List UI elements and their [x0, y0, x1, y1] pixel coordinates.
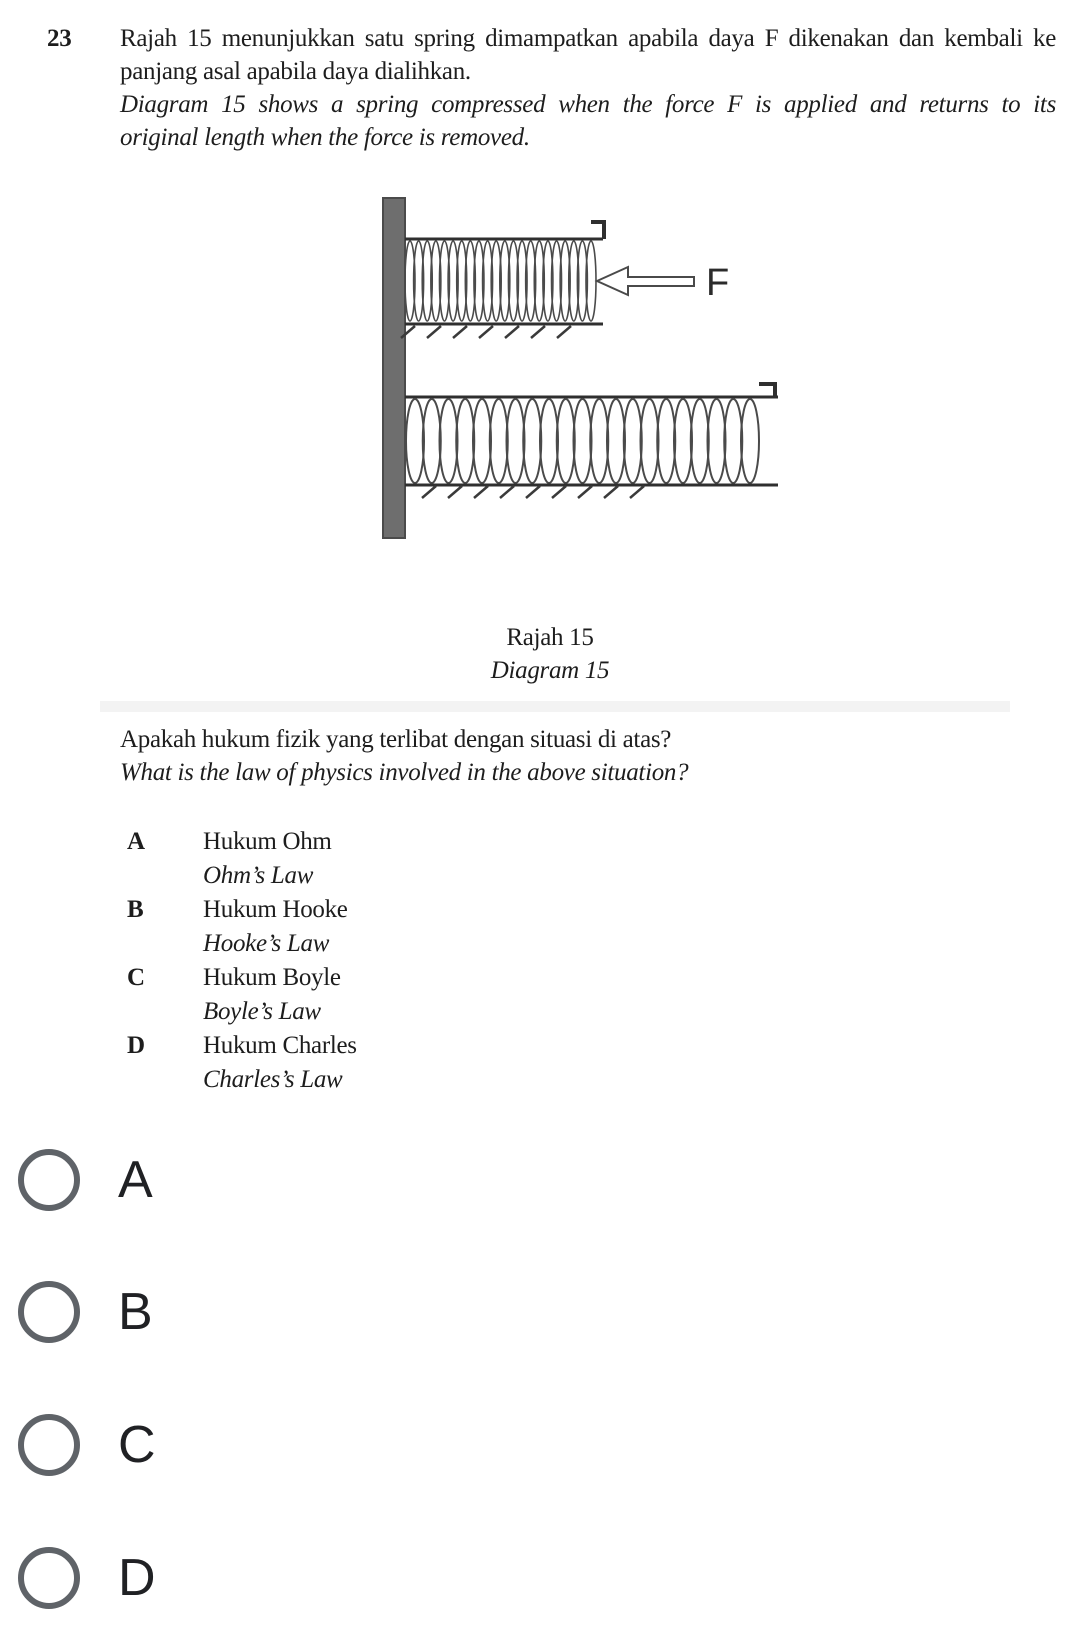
answer-option-a[interactable]	[18, 1149, 153, 1211]
radio-button-a[interactable]	[18, 1149, 80, 1211]
radio-button-d[interactable]	[18, 1547, 80, 1609]
answer-option-a-label: A	[118, 1151, 153, 1209]
printed-option-b-letter: B	[127, 896, 144, 923]
compressed-spring	[401, 222, 604, 338]
spring-diagram	[360, 180, 790, 560]
wall	[383, 198, 405, 538]
answer-option-d[interactable]	[18, 1547, 156, 1609]
diagram-caption	[120, 621, 980, 687]
printed-option-d-ms: Hukum Charles	[203, 1032, 357, 1059]
printed-option-b	[127, 893, 827, 961]
printed-option-d-letter: D	[127, 1032, 145, 1059]
question-statement-en-line2: original length when the force is removed.	[120, 124, 530, 151]
question-prompt-ms: Apakah hukum fizik yang terlibat dengan situasi di atas?	[120, 726, 672, 753]
printed-option-a-ms: Hukum Ohm	[203, 828, 332, 855]
printed-option-b-en: Hooke’s Law	[203, 930, 330, 957]
printed-option-b-ms: Hukum Hooke	[203, 896, 348, 923]
question-statement	[120, 22, 1056, 154]
radio-button-c[interactable]	[18, 1414, 80, 1476]
answer-option-b[interactable]	[18, 1281, 153, 1343]
radio-button-b[interactable]	[18, 1281, 80, 1343]
diagram-caption-en: Diagram 15	[490, 657, 610, 684]
answer-option-d-label: D	[118, 1549, 156, 1607]
printed-option-d-en: Charles’s Law	[203, 1066, 343, 1093]
printed-option-c	[127, 961, 827, 1029]
printed-option-c-en: Boyle’s Law	[203, 998, 321, 1025]
printed-option-a	[127, 825, 827, 893]
printed-option-c-ms: Hukum Boyle	[203, 964, 341, 991]
question-statement-en-line1: Diagram 15 shows a spring compressed when the force F is applied and returns to its	[120, 91, 1056, 118]
printed-option-a-letter: A	[127, 828, 145, 855]
force-arrow-icon	[597, 267, 694, 295]
answer-option-c-label: C	[118, 1416, 156, 1474]
answer-option-b-label: B	[118, 1283, 153, 1341]
question-number: 23	[47, 25, 72, 52]
printed-option-d	[127, 1029, 827, 1097]
question-prompt-en: What is the law of physics involved in the above situation?	[120, 759, 689, 786]
printed-option-c-letter: C	[127, 964, 145, 991]
question-statement-ms-line1: Rajah 15 menunjukkan satu spring dimampatkan apabila daya F dikenakan dan kembali ke	[120, 25, 1056, 52]
diagram-caption-ms: Rajah 15	[506, 624, 594, 651]
force-label: F	[706, 262, 730, 304]
printed-options	[127, 825, 827, 1097]
scan-artifact-band	[100, 701, 1010, 712]
original-length-spring	[405, 384, 778, 498]
answer-option-c[interactable]	[18, 1414, 156, 1476]
question-prompt	[120, 723, 1056, 789]
printed-option-a-en: Ohm’s Law	[203, 862, 314, 889]
question-statement-ms-line2: panjang asal apabila daya dialihkan.	[120, 58, 471, 85]
